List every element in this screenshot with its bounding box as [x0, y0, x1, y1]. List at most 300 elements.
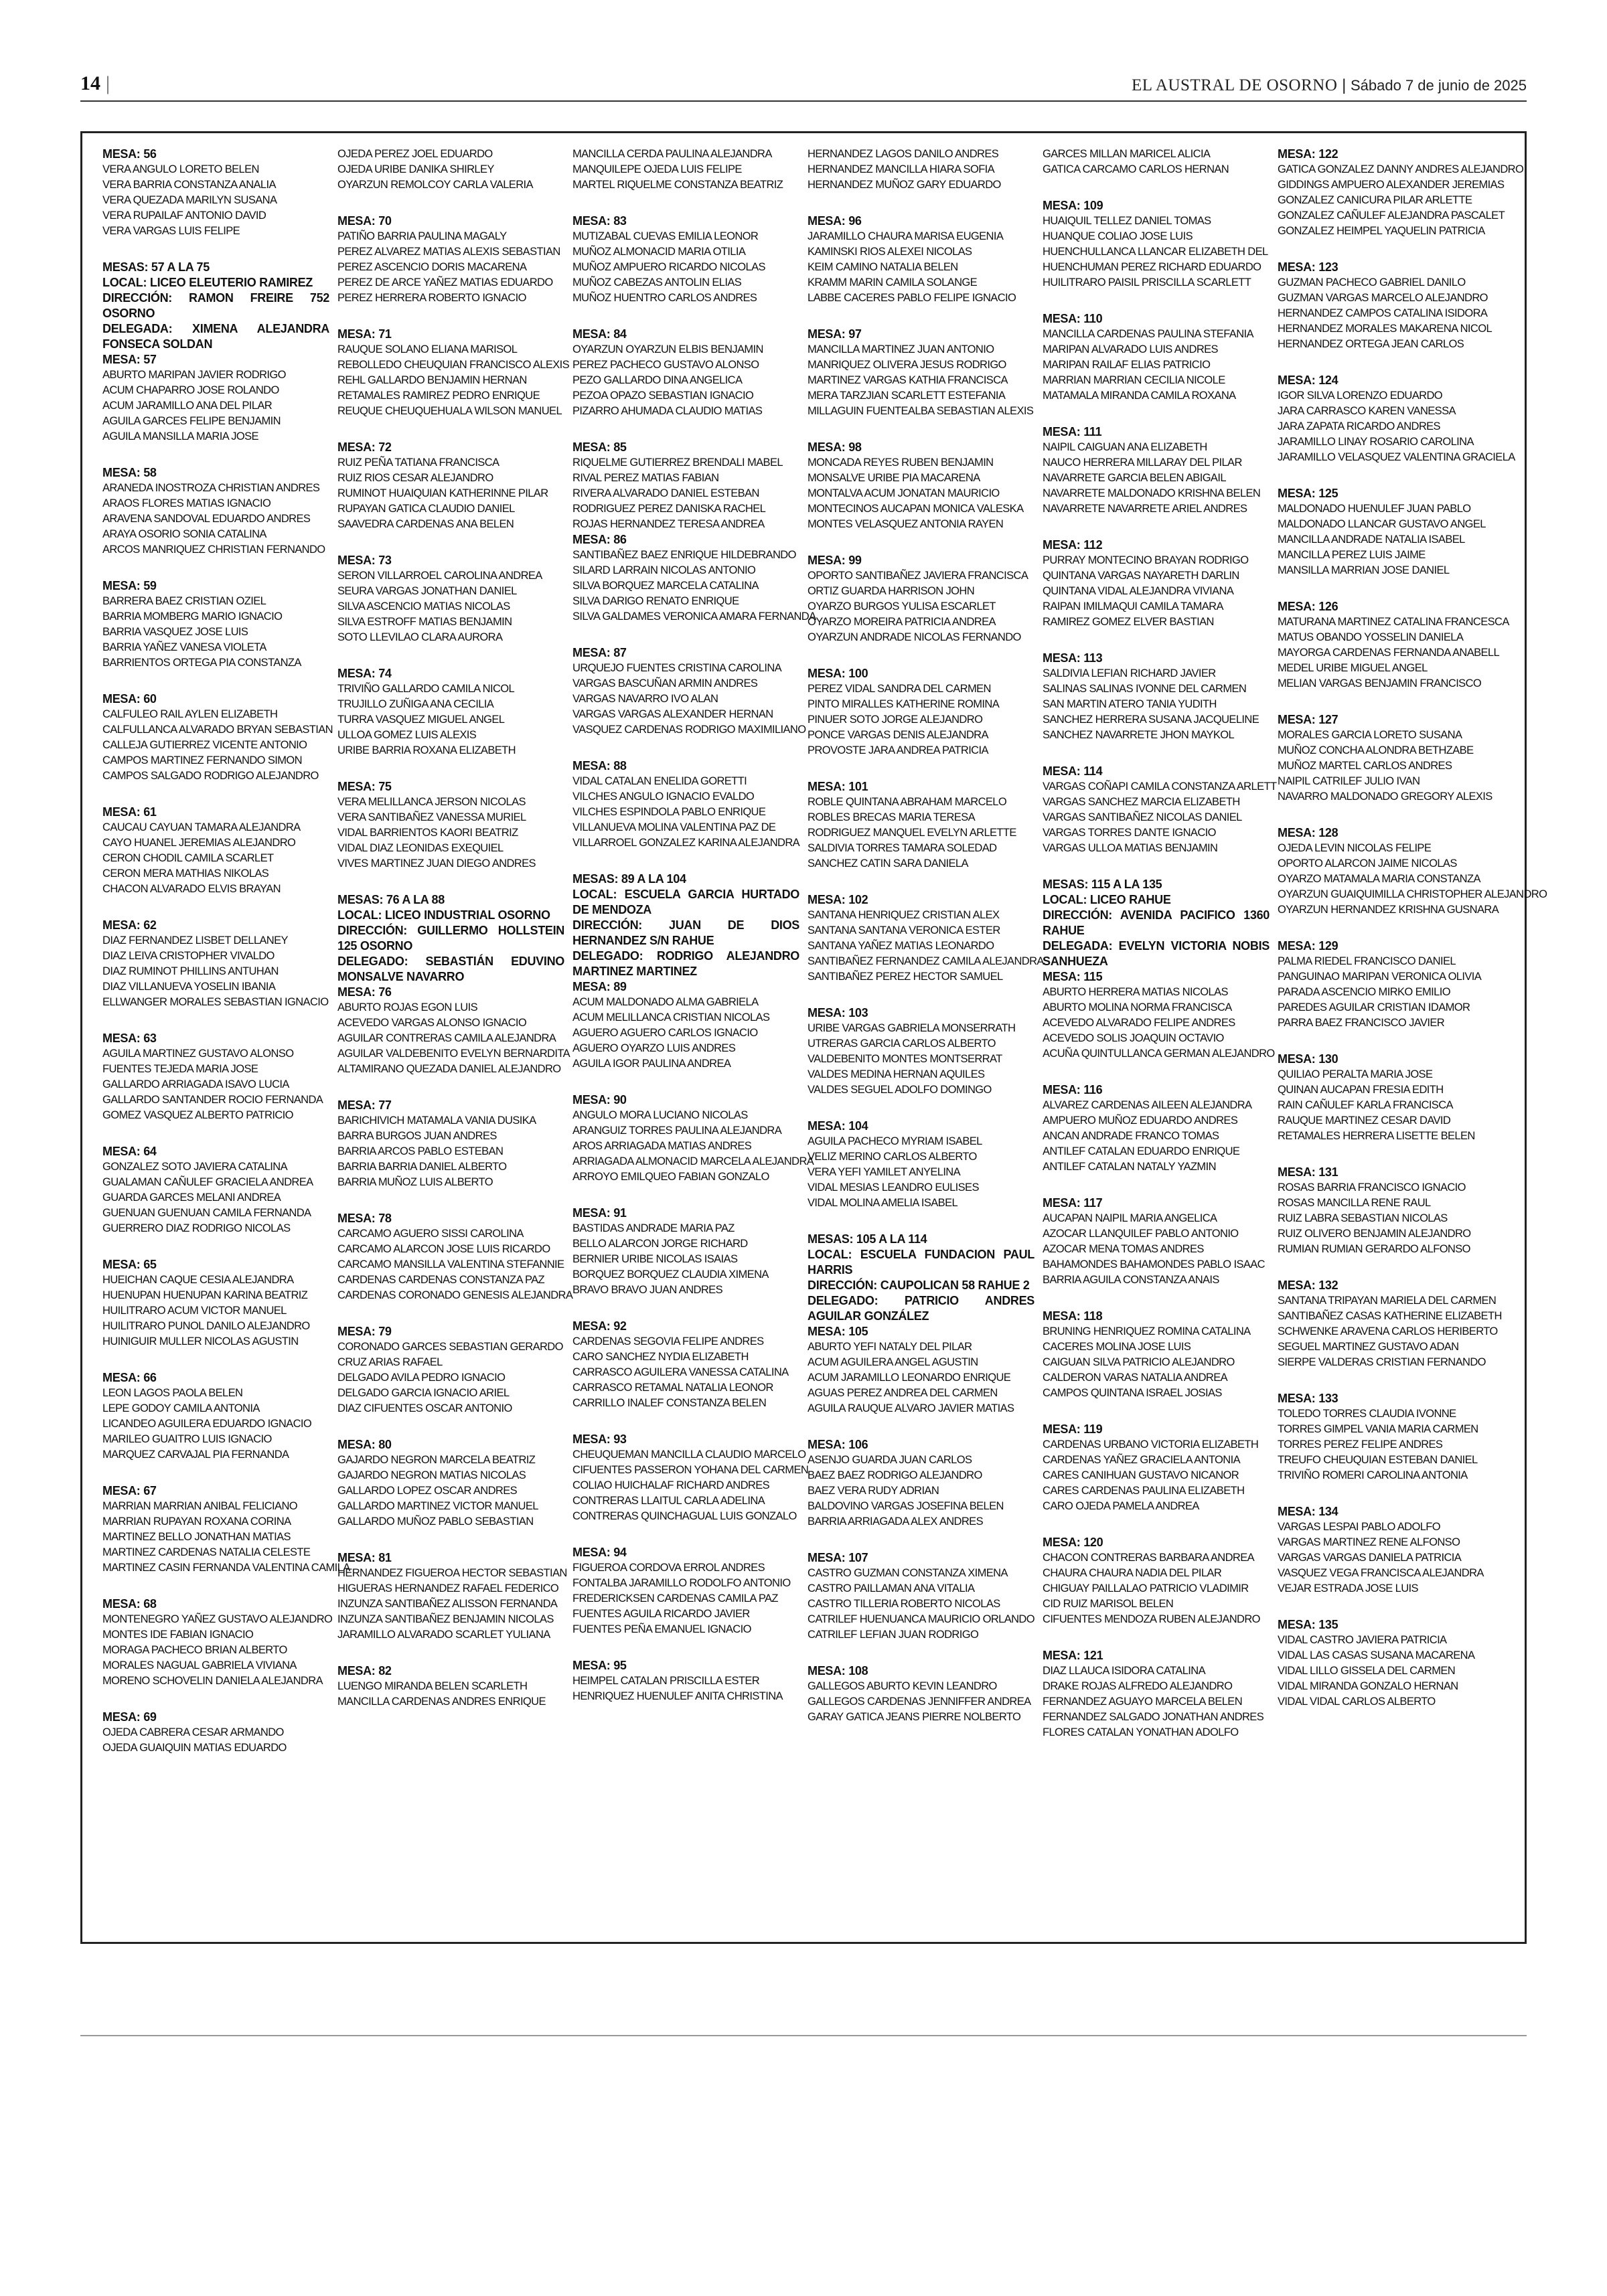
mesa-block — [808, 1324, 1035, 1416]
mesa-block — [337, 1663, 564, 1710]
voter-name: GAJARDO NEGRON MATIAS NICOLAS — [337, 1469, 526, 1481]
voter-name: VASQUEZ CARDENAS RODRIGO MAXIMILIANO — [572, 724, 806, 736]
voter-name: DRAKE ROJAS ALFREDO ALEJANDRO — [1043, 1680, 1233, 1692]
voter-name: CARDENAS URBANO VICTORIA ELIZABETH — [1043, 1439, 1259, 1451]
voter-name: ACEVEDO VARGAS ALONSO IGNACIO — [337, 1017, 527, 1029]
voter-name: CARO SANCHEZ NYDIA ELIZABETH — [572, 1351, 749, 1363]
paper-name: EL AUSTRAL DE OSORNO — [1131, 76, 1338, 94]
mesa-block — [102, 918, 329, 1010]
mesa-heading: MESA: 95 — [572, 1659, 627, 1672]
mesa-block — [808, 327, 1035, 419]
voter-name: ABURTO YEFI NATALY DEL PILAR — [808, 1341, 972, 1353]
mesa-block — [337, 1098, 564, 1190]
voter-name: SEURA VARGAS JONATHAN DANIEL — [337, 585, 517, 597]
mesa-heading: MESA: 135 — [1278, 1618, 1338, 1631]
voter-name: CATRILEF LEFIAN JUAN RODRIGO — [808, 1629, 979, 1641]
polling-place-info: DIRECCIÓN: CAUPOLICAN 58 RAHUE 2 — [808, 1279, 1030, 1292]
mesa-block — [1278, 825, 1547, 918]
polling-place-info: DELEGADO: RODRIGO ALEJANDRO MARTINEZ MARTINEZ — [572, 949, 799, 978]
voter-name: AGUILAR VALDEBENITO EVELYN BERNARDITA — [337, 1048, 570, 1060]
mesa-block — [1278, 373, 1515, 465]
mesa-block — [1043, 538, 1270, 630]
mesa-block — [808, 440, 1035, 532]
voter-name: SANCHEZ CATIN SARA DANIELA — [808, 857, 968, 870]
mesa-heading: MESA: 71 — [337, 327, 392, 341]
voter-name: NAVARRETE NAVARRETE ARIEL ANDRES — [1043, 503, 1247, 515]
voter-name: VARGAS VARGAS ALEXANDER HERNAN — [572, 708, 773, 720]
mesa-block — [102, 1257, 329, 1349]
mesa-block — [1278, 599, 1509, 691]
voter-name: VIDAL CATALAN ENELIDA GORETTI — [572, 775, 747, 787]
voter-name: JARAMILLO ALVARADO SCARLET YULIANA — [337, 1629, 550, 1641]
voter-name: PONCE VARGAS DENIS ALEJANDRA — [808, 729, 988, 741]
voter-name: ULLOA GOMEZ LUIS ALEXIS — [337, 729, 477, 741]
voter-name: VARGAS LESPAI PABLO ADOLFO — [1278, 1521, 1440, 1533]
voter-name: DIAZ VILLANUEVA YOSELIN IBANIA — [102, 981, 276, 993]
voter-name: UTRERAS GARCIA CARLOS ALBERTO — [808, 1038, 996, 1050]
voter-name: CARCAMO AGUERO SISSI CAROLINA — [337, 1228, 524, 1240]
page-header — [80, 64, 1527, 102]
voter-name: MILLAGUIN FUENTEALBA SEBASTIAN ALEXIS — [808, 405, 1034, 417]
voter-name: VERA SANTIBAÑEZ VANESSA MURIEL — [337, 811, 526, 823]
voter-name: BARRIENTOS ORTEGA PIA CONSTANZA — [102, 657, 301, 669]
voter-name: VARGAS SANTIBAÑEZ NICOLAS DANIEL — [1043, 811, 1242, 823]
voter-name: ABURTO ROJAS EGON LUIS — [337, 1001, 477, 1013]
voter-name: MARTINEZ BELLO JONATHAN MATIAS — [102, 1531, 291, 1543]
voter-name: CONTRERAS LLAITUL CARLA ADELINA — [572, 1495, 765, 1507]
mesa-block — [808, 147, 1035, 193]
voter-name: MELIAN VARGAS BENJAMIN FRANCISCO — [1278, 677, 1482, 689]
mesa-block — [572, 1658, 799, 1704]
voter-name: CALFULLANCA ALVARADO BRYAN SEBASTIAN — [102, 724, 333, 736]
voter-name: CARCAMO ALARCON JOSE LUIS RICARDO — [337, 1243, 550, 1255]
voter-name: MARRIAN MARRIAN CECILIA NICOLE — [1043, 374, 1225, 386]
voter-name: SEGUEL MARTINEZ GUSTAVO ADAN — [1278, 1341, 1459, 1353]
mesa-heading: MESA: 78 — [337, 1212, 392, 1225]
voter-name: SANCHEZ HERRERA SUSANA JACQUELINE — [1043, 714, 1259, 726]
voter-name: AGUILA IGOR PAULINA ANDREA — [572, 1058, 731, 1070]
voter-name: MARILEO GUAITRO LUIS IGNACIO — [102, 1433, 272, 1445]
voter-name: MANCILLA MARTINEZ JUAN ANTONIO — [808, 343, 994, 355]
voter-name: GONZALEZ CANICURA PILAR ARLETTE — [1278, 194, 1472, 206]
voter-name: NAVARRETE MALDONADO KRISHNA BELEN — [1043, 487, 1261, 499]
voter-name: NAIPIL CATRILEF JULIO IVAN — [1278, 775, 1420, 787]
voter-name: CARDENAS CORONADO GENESIS ALEJANDRA — [337, 1289, 573, 1301]
voter-name: KRAMM MARIN CAMILA SOLANGE — [808, 276, 978, 289]
mesa-heading: MESA: 128 — [1278, 826, 1338, 839]
voter-name: DIAZ CIFUENTES OSCAR ANTONIO — [337, 1402, 512, 1414]
voter-name: TRUJILLO ZUÑIGA ANA CECILIA — [337, 698, 494, 710]
voter-name: MANCILLA CERDA PAULINA ALEJANDRA — [572, 148, 772, 160]
mesa-range-heading: MESAS: 89 A LA 104 — [572, 872, 686, 886]
voter-name: MARTEL RIQUELME CONSTANZA BEATRIZ — [572, 179, 783, 191]
polling-place-info: LOCAL: LICEO RAHUE — [1043, 893, 1171, 906]
voter-name: RUMINOT HUAIQUIAN KATHERINNE PILAR — [337, 487, 548, 499]
mesa-block — [1043, 311, 1270, 404]
mesa-heading: MESA: 134 — [1278, 1505, 1338, 1518]
mesa-heading: MESA: 130 — [1278, 1052, 1338, 1066]
voter-name: MANCILLA CARDENAS ANDRES ENRIQUE — [337, 1696, 546, 1708]
voter-name: OPORTO ALARCON JAIME NICOLAS — [1278, 857, 1457, 870]
mesa-heading: MESA: 125 — [1278, 487, 1338, 500]
voter-name: PARRA BAEZ FRANCISCO JAVIER — [1278, 1017, 1445, 1029]
voter-name: BAEZ VERA RUDY ADRIAN — [808, 1485, 939, 1497]
voter-name: SAN MARTIN ATERO TANIA YUDITH — [1043, 698, 1217, 710]
mesa-block — [1043, 198, 1270, 291]
voter-name: HUILITRARO PAISIL PRISCILLA SCARLETT — [1043, 276, 1251, 289]
voter-name: CID RUIZ MARISOL BELEN — [1043, 1598, 1174, 1610]
voter-name: CARCAMO MANSILLA VALENTINA STEFANNIE — [337, 1258, 564, 1270]
mesa-block — [102, 1596, 333, 1689]
voter-name: ACUM CHAPARRO JOSE ROLANDO — [102, 384, 279, 396]
mesa-block — [337, 147, 564, 193]
polling-place-block — [1043, 877, 1270, 969]
mesa-heading: MESA: 89 — [572, 980, 627, 993]
voter-name: TREUFO CHEUQUIAN ESTEBAN DANIEL — [1278, 1454, 1478, 1466]
voter-name: AGUILA MANSILLA MARIA JOSE — [102, 430, 258, 442]
voter-name: ABURTO MOLINA NORMA FRANCISCA — [1043, 1001, 1232, 1013]
voter-name: SANTANA YAÑEZ MATIAS LEONARDO — [808, 940, 994, 952]
mesa-block — [808, 1437, 1035, 1530]
voter-name: MANCILLA ANDRADE NATALIA ISABEL — [1278, 534, 1465, 546]
voter-name: AZOCAR MENA TOMAS ANDRES — [1043, 1243, 1204, 1255]
voter-name: JARA CARRASCO KAREN VANESSA — [1278, 405, 1456, 417]
voter-name: MANCILLA PEREZ LUIS JAIME — [1278, 549, 1426, 561]
voter-name: COLIAO HUICHALAF RICHARD ANDRES — [572, 1479, 770, 1491]
mesa-heading: MESA: 66 — [102, 1371, 157, 1384]
mesa-block — [572, 1432, 809, 1524]
mesa-heading: MESA: 84 — [572, 327, 627, 341]
voter-name: CAYO HUANEL JEREMIAS ALEJANDRO — [102, 837, 296, 849]
voter-name: MONTES VELASQUEZ ANTONIA RAYEN — [808, 518, 1004, 530]
voter-name: LUENGO MIRANDA BELEN SCARLETH — [337, 1680, 528, 1692]
mesa-block — [337, 985, 570, 1077]
voter-name: ROBLES BRECAS MARIA TERESA — [808, 811, 976, 823]
voter-name: RETAMALES HERRERA LISETTE BELEN — [1278, 1130, 1475, 1142]
mesa-block — [337, 214, 564, 306]
polling-place-info: DIRECCIÓN: GUILLERMO HOLLSTEIN 125 OSORNO — [337, 924, 564, 953]
voter-name: GUZMAN VARGAS MARCELO ALEJANDRO — [1278, 292, 1488, 304]
voter-name: SILVA GALDAMES VERONICA AMARA FERNANDA — [572, 610, 816, 623]
voter-name: CONTRERAS QUINCHAGUAL LUIS GONZALO — [572, 1510, 797, 1522]
voter-name: GUZMAN PACHECO GABRIEL DANILO — [1278, 276, 1466, 289]
voter-name: JARAMILLO LINAY ROSARIO CAROLINA — [1278, 436, 1474, 448]
voter-name: URQUEJO FUENTES CRISTINA CAROLINA — [572, 662, 782, 674]
voter-name: DIAZ LLAUCA ISIDORA CATALINA — [1043, 1665, 1205, 1677]
voter-name: GARAY GATICA JEANS PIERRE NOLBERTO — [808, 1711, 1021, 1723]
mesa-block — [1278, 1504, 1505, 1596]
voter-name: INZUNZA SANTIBAÑEZ ALISSON FERNANDA — [337, 1598, 558, 1610]
voter-name: SANTIBAÑEZ PEREZ HECTOR SAMUEL — [808, 971, 1003, 983]
mesa-heading: MESA: 118 — [1043, 1309, 1103, 1323]
voter-name: CASTRO TILLERIA ROBERTO NICOLAS — [808, 1598, 1000, 1610]
voter-name: ARROYO EMILQUEO FABIAN GONZALO — [572, 1171, 769, 1183]
voter-name: BAHAMONDES BAHAMONDES PABLO ISAAC — [1043, 1258, 1265, 1270]
voter-name: REHL GALLARDO BENJAMIN HERNAN — [337, 374, 527, 386]
voter-name: MUÑOZ HUENTRO CARLOS ANDRES — [572, 292, 757, 304]
voter-name: VIDAL LAS CASAS SUSANA MACARENA — [1278, 1649, 1475, 1661]
voter-name: GONZALEZ CAÑULEF ALEJANDRA PASCALET — [1278, 210, 1505, 222]
voter-name: PATIÑO BARRIA PAULINA MAGALY — [337, 230, 507, 242]
voter-name: MUÑOZ CABEZAS ANTOLIN ELIAS — [572, 276, 742, 289]
voter-name: HUANQUE COLIAO JOSE LUIS — [1043, 230, 1193, 242]
mesa-heading: MESA: 60 — [102, 692, 157, 706]
voter-name: VIDAL DIAZ LEONIDAS EXEQUIEL — [337, 842, 504, 854]
mesa-heading: MESA: 92 — [572, 1319, 627, 1333]
mesa-block — [102, 352, 329, 444]
voter-name: GUARDA GARCES MELANI ANDREA — [102, 1192, 281, 1204]
voter-name: ARAYA OSORIO SONIA CATALINA — [102, 528, 266, 540]
mesa-heading: MESA: 76 — [337, 985, 392, 999]
voter-name: DELGADO GARCIA IGNACIO ARIEL — [337, 1387, 510, 1399]
voter-name: MALDONADO LLANCAR GUSTAVO ANGEL — [1278, 518, 1486, 530]
voter-name: QUILIAO PERALTA MARIA JOSE — [1278, 1068, 1433, 1080]
voter-name: HUENCHULLANCA LLANCAR ELIZABETH DEL — [1043, 246, 1268, 258]
mesa-heading: MESA: 102 — [808, 893, 868, 906]
voter-name: VIDAL VIDAL CARLOS ALBERTO — [1278, 1696, 1436, 1708]
mesa-block — [1043, 424, 1270, 517]
voter-name: MORALES GARCIA LORETO SUSANA — [1278, 729, 1462, 741]
mesa-block — [102, 1144, 329, 1236]
voter-name: CARES CANIHUAN GUSTAVO NICANOR — [1043, 1469, 1239, 1481]
mesa-block — [337, 1437, 564, 1530]
voter-name: LEPE GODOY CAMILA ANTONIA — [102, 1402, 260, 1414]
voter-name: CHEUQUEMAN MANCILLA CLAUDIO MARCELO — [572, 1449, 806, 1461]
voter-name: DIAZ LEIVA CRISTOPHER VIVALDO — [102, 950, 275, 962]
mesa-block — [1043, 1535, 1270, 1627]
polling-place-info: DELEGADA: XIMENA ALEJANDRA FONSECA SOLDAN — [102, 322, 329, 351]
voter-name: ANGULO MORA LUCIANO NICOLAS — [572, 1109, 748, 1121]
mesa-heading: MESA: 68 — [102, 1597, 157, 1611]
voter-name: GALLEGOS ABURTO KEVIN LEANDRO — [808, 1680, 997, 1692]
voter-name: RODRIGUEZ PEREZ DANISKA RACHEL — [572, 503, 766, 515]
voter-name: PEREZ HERRERA ROBERTO IGNACIO — [337, 292, 526, 304]
voter-name: ARAOS FLORES MATIAS IGNACIO — [102, 497, 271, 509]
mesa-range-heading: MESAS: 76 A LA 88 — [337, 893, 445, 906]
voter-name: ARANGUIZ TORRES PAULINA ALEJANDRA — [572, 1125, 782, 1137]
mesa-block — [337, 1324, 564, 1416]
voter-name: GAJARDO NEGRON MARCELA BEATRIZ — [337, 1454, 536, 1466]
mesa-heading: MESA: 105 — [808, 1325, 868, 1338]
voter-name: AUCAPAN NAIPIL MARIA ANGELICA — [1043, 1212, 1217, 1224]
polling-place-info: DELEGADA: EVELYN VICTORIA NOBIS SANHUEZA — [1043, 939, 1270, 968]
mesa-heading: MESA: 124 — [1278, 374, 1338, 387]
voter-name: HERNANDEZ CAMPOS CATALINA ISIDORA — [1278, 307, 1488, 319]
voter-name: ELLWANGER MORALES SEBASTIAN IGNACIO — [102, 996, 329, 1008]
voter-name: OYARZO MATAMALA MARIA CONSTANZA — [1278, 873, 1480, 885]
mesa-block — [808, 214, 1035, 306]
voter-name: VARGAS ULLOA MATIAS BENJAMIN — [1043, 842, 1218, 854]
voter-name: SALDIVIA TORRES TAMARA SOLEDAD — [808, 842, 997, 854]
voter-name: INZUNZA SANTIBAÑEZ BENJAMIN NICOLAS — [337, 1613, 554, 1625]
mesa-heading: MESA: 123 — [1278, 260, 1338, 274]
column-2 — [337, 147, 573, 1929]
voter-name: VARGAS NAVARRO IVO ALAN — [572, 693, 718, 705]
voter-name: VARGAS BASCUÑAN ARMIN ANDRES — [572, 677, 758, 689]
voter-name: AGUAS PEREZ ANDREA DEL CARMEN — [808, 1387, 998, 1399]
voter-name: CRUZ ARIAS RAFAEL — [337, 1356, 443, 1368]
voter-name: FREDERICKSEN CARDENAS CAMILA PAZ — [572, 1592, 778, 1605]
mesa-heading: MESA: 109 — [1043, 199, 1103, 212]
voter-name: SILVA BORQUEZ MARCELA CATALINA — [572, 580, 759, 592]
voter-name: SALDIVIA LEFIAN RICHARD JAVIER — [1043, 667, 1216, 679]
voter-name: MARTINEZ CARDENAS NATALIA CELESTE — [102, 1546, 311, 1558]
voter-name: OJEDA PEREZ JOEL EDUARDO — [337, 148, 493, 160]
mesa-heading: MESA: 64 — [102, 1145, 157, 1158]
mesa-heading: MESA: 56 — [102, 147, 157, 161]
voter-name: RUIZ PEÑA TATIANA FRANCISCA — [337, 457, 500, 469]
voter-name: MUÑOZ AMPUERO RICARDO NICOLAS — [572, 261, 765, 273]
voter-name: OYARZUN GUAIQUIMILLA CHRISTOPHER ALEJANDRO — [1278, 888, 1547, 900]
voter-name: ACEVEDO ALVARADO FELIPE ANDRES — [1043, 1017, 1235, 1029]
voter-name: MEDEL URIBE MIGUEL ANGEL — [1278, 662, 1428, 674]
mesa-heading: MESA: 113 — [1043, 651, 1103, 665]
mesa-heading: MESA: 59 — [102, 579, 157, 592]
voter-name: CAMPOS MARTINEZ FERNANDO SIMON — [102, 754, 302, 766]
mesa-block — [1043, 1422, 1270, 1514]
voter-name: CIFUENTES MENDOZA RUBEN ALEJANDRO — [1043, 1613, 1260, 1625]
polling-place-block — [808, 1232, 1035, 1324]
mesa-block — [572, 327, 799, 419]
mesa-block — [102, 1031, 329, 1123]
voter-name: BARRIA MOMBERG MARIO IGNACIO — [102, 610, 283, 623]
voter-name: ACUM MELILLANCA CRISTIAN NICOLAS — [572, 1011, 770, 1023]
voter-name: VELIZ MERINO CARLOS ALBERTO — [808, 1151, 977, 1163]
voter-name: RAIN CAÑULEF KARLA FRANCISCA — [1278, 1099, 1453, 1111]
voter-name: VASQUEZ VEGA FRANCISCA ALEJANDRA — [1278, 1567, 1484, 1579]
voter-name: TRIVIÑO GALLARDO CAMILA NICOL — [337, 683, 515, 695]
voter-name: NAIPIL CAIGUAN ANA ELIZABETH — [1043, 441, 1207, 453]
mesa-heading: MESA: 57 — [102, 353, 157, 366]
voter-name: HERNANDEZ MORALES MAKARENA NICOL — [1278, 323, 1493, 335]
mesa-block — [337, 440, 564, 532]
mesa-heading: MESA: 133 — [1278, 1392, 1338, 1405]
voter-name: ROBLE QUINTANA ABRAHAM MARCELO — [808, 796, 1007, 808]
voter-name: HUILITRARO ACUM VICTOR MANUEL — [102, 1305, 287, 1317]
voter-name: SANTANA TRIPAYAN MARIELA DEL CARMEN — [1278, 1295, 1497, 1307]
voter-name: FLORES CATALAN YONATHAN ADOLFO — [1043, 1726, 1239, 1738]
voter-name: CARRASCO AGUILERA VANESSA CATALINA — [572, 1366, 789, 1378]
voter-name: FUENTES AGUILA RICARDO JAVIER — [572, 1608, 750, 1620]
polling-place-info: LOCAL: ESCUELA FUNDACION PAUL HARRIS — [808, 1248, 1035, 1277]
mesa-block — [337, 327, 570, 419]
mesa-heading: MESA: 99 — [808, 554, 862, 567]
voter-name: OYARZUN OYARZUN ELBIS BENJAMIN — [572, 343, 763, 355]
polling-place-block — [337, 892, 564, 985]
mesa-block — [102, 1710, 329, 1756]
mesa-heading: MESA: 61 — [102, 805, 157, 819]
mesa-heading: MESA: 62 — [102, 918, 157, 932]
mesa-block — [102, 691, 333, 784]
mesa-block — [337, 779, 564, 872]
voter-name: PEREZ ASCENCIO DORIS MACARENA — [337, 261, 527, 273]
voter-name: RIVAL PEREZ MATIAS FABIAN — [572, 472, 719, 484]
voter-name: ARAVENA SANDOVAL EDUARDO ANDRES — [102, 513, 311, 525]
voter-name: RUMIAN RUMIAN GERARDO ALFONSO — [1278, 1243, 1470, 1255]
voter-name: ANCAN ANDRADE FRANCO TOMAS — [1043, 1130, 1219, 1142]
voter-name: OYARZO BURGOS YULISA ESCARLET — [808, 600, 996, 612]
mesa-heading: MESA: 112 — [1043, 538, 1103, 552]
voter-name: VIDAL MESIAS LEANDRO EULISES — [808, 1181, 979, 1194]
voter-name: HUENCHUMAN PEREZ RICHARD EDUARDO — [1043, 261, 1261, 273]
mesa-heading: MESA: 80 — [337, 1438, 392, 1451]
voter-name: NAUCO HERRERA MILLARAY DEL PILAR — [1043, 457, 1242, 469]
voter-name: PEZO GALLARDO DINA ANGELICA — [572, 374, 743, 386]
voter-name: PEZOA OPAZO SEBASTIAN IGNACIO — [572, 390, 754, 402]
voter-name: CARDENAS SEGOVIA FELIPE ANDRES — [572, 1335, 764, 1347]
column-1 — [102, 147, 350, 1929]
voter-name: MATAMALA MIRANDA CAMILA ROXANA — [1043, 390, 1236, 402]
voter-name: RUIZ RIOS CESAR ALEJANDRO — [337, 472, 493, 484]
voter-name: OPORTO SANTIBAÑEZ JAVIERA FRANCISCA — [808, 570, 1028, 582]
voter-name: SOTO LLEVILAO CLARA AURORA — [337, 631, 503, 643]
voter-name: BRUNING HENRIQUEZ ROMINA CATALINA — [1043, 1325, 1251, 1337]
mesa-block — [1043, 1309, 1270, 1401]
mesa-heading: MESA: 73 — [337, 554, 392, 567]
voter-name: HERNANDEZ ORTEGA JEAN CARLOS — [1278, 338, 1464, 350]
voter-name: VEJAR ESTRADA JOSE LUIS — [1278, 1582, 1418, 1594]
polling-place-info: DIRECCIÓN: RAMON FREIRE 752 OSORNO — [102, 291, 329, 320]
voter-name: CAUCAU CAYUAN TAMARA ALEJANDRA — [102, 821, 301, 833]
voter-name: ROSAS BARRIA FRANCISCO IGNACIO — [1278, 1181, 1466, 1194]
voter-name: TURRA VASQUEZ MIGUEL ANGEL — [337, 714, 505, 726]
mesa-block — [808, 666, 1035, 758]
mesa-heading: MESA: 83 — [572, 214, 627, 228]
mesa-block — [808, 1005, 1035, 1098]
voter-name: AGUILA MARTINEZ GUSTAVO ALONSO — [102, 1048, 294, 1060]
mesa-block — [1278, 147, 1524, 239]
mesa-range-heading: MESAS: 115 A LA 135 — [1043, 878, 1162, 891]
voter-name: ASENJO GUARDA JUAN CARLOS — [808, 1454, 972, 1466]
mesa-block — [572, 979, 799, 1072]
mesa-block — [1043, 1196, 1270, 1288]
voter-name: ACUM JARAMILLO LEONARDO ENRIQUE — [808, 1372, 1011, 1384]
voter-name: MANRIQUEZ OLIVERA JESUS RODRIGO — [808, 359, 1006, 371]
voter-name: MARRIAN MARRIAN ANIBAL FELICIANO — [102, 1500, 297, 1512]
voter-name: BELLO ALARCON JORGE RICHARD — [572, 1238, 748, 1250]
mesa-block — [572, 440, 799, 532]
voter-name: MANCILLA CARDENAS PAULINA STEFANIA — [1043, 328, 1253, 340]
voter-name: TORRES GIMPEL VANIA MARIA CARMEN — [1278, 1423, 1478, 1435]
mesa-block — [1043, 969, 1275, 1062]
mesa-heading: MESA: 94 — [572, 1546, 627, 1559]
voter-name: KAMINSKI RIOS ALEXEI NICOLAS — [808, 246, 972, 258]
voter-name: OYARZUN ANDRADE NICOLAS FERNANDO — [808, 631, 1021, 643]
polling-place-info: LOCAL: LICEO ELEUTERIO RAMIREZ — [102, 276, 313, 289]
mesa-heading: MESA: 58 — [102, 466, 157, 479]
mesa-block — [572, 1319, 799, 1411]
voter-name: CAIGUAN SILVA PATRICIO ALEJANDRO — [1043, 1356, 1235, 1368]
voter-name: BARRIA VASQUEZ JOSE LUIS — [102, 626, 248, 638]
voter-name: VERA BARRIA CONSTANZA ANALIA — [102, 179, 276, 191]
voter-name: ABURTO MARIPAN JAVIER RODRIGO — [102, 369, 286, 381]
voter-name: CHIGUAY PAILLALAO PATRICIO VLADIMIR — [1043, 1582, 1249, 1594]
voter-name: GIDDINGS AMPUERO ALEXANDER JEREMIAS — [1278, 179, 1505, 191]
mesa-heading: MESA: 101 — [808, 780, 868, 793]
voter-name: FUENTES PEÑA EMANUEL IGNACIO — [572, 1623, 751, 1635]
voter-name: MAYORGA CARDENAS FERNANDA ANABELL — [1278, 647, 1500, 659]
mesa-heading: MESA: 79 — [337, 1325, 392, 1338]
voter-name: HERNANDEZ MANCILLA HIARA SOFIA — [808, 163, 995, 175]
mesa-block — [1278, 486, 1505, 578]
polling-place-info: DELEGADO: SEBASTIÁN EDUVINO MONSALVE NAVARRO — [337, 955, 564, 983]
voter-name: GARCES MILLAN MARICEL ALICIA — [1043, 148, 1211, 160]
mesa-block — [1043, 1648, 1270, 1740]
mesa-block — [102, 1370, 329, 1463]
voter-name: NAVARRO MALDONADO GREGORY ALEXIS — [1278, 791, 1493, 803]
voter-name: MORAGA PACHECO BRIAN ALBERTO — [102, 1644, 287, 1656]
mesa-heading: MESA: 96 — [808, 214, 862, 228]
